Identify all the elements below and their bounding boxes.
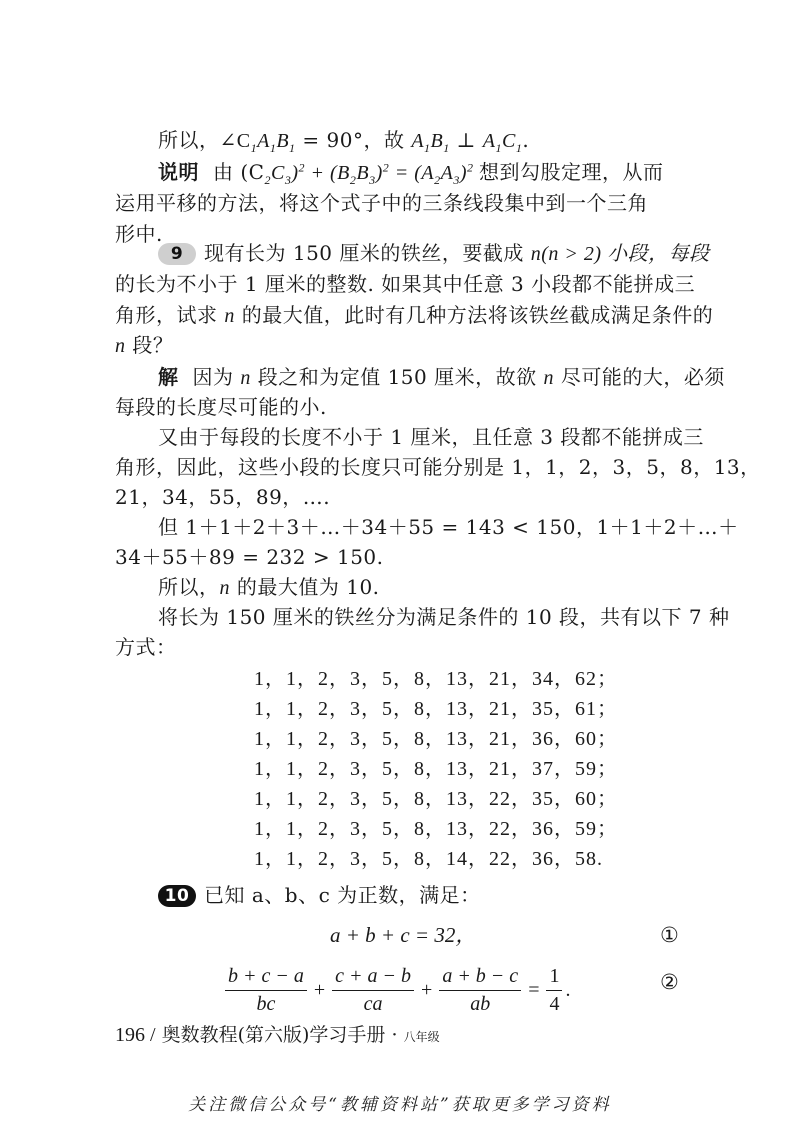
fraction-1: $\frac{b + c - a}{bc}$ — [225, 965, 307, 1016]
segment-a1c1: $A_1C_1$ — [482, 130, 523, 155]
note-label: 说明 — [158, 160, 199, 184]
watermark-text: 关注微信公众号“教辅资料站”获取更多学习资料 — [188, 1095, 612, 1115]
solution-line-6: 但 1＋1＋2＋3＋…＋34＋55 = 143 < 150，1＋1＋2＋…＋ — [158, 515, 739, 539]
sequence-4: 1，1，2，3，5，8，13，21，37，59； — [254, 758, 618, 780]
solution-line-5: 21，34，55，89，…. — [115, 485, 331, 509]
fraction-result: $\frac{1}{4}$ — [546, 965, 562, 1016]
solution-line-2: 每段的长度尽可能的小. — [115, 395, 327, 419]
page-number: 196 / — [115, 1024, 156, 1046]
solution-label: 解 — [158, 365, 179, 389]
page-footer — [115, 1022, 440, 1050]
solution-line-9: 将长为 150 厘米的铁丝分为满足条件的 10 段，共有以下 7 种 — [158, 605, 730, 629]
sequence-1: 1，1，2，3，5，8，13，21，34，62； — [254, 668, 618, 690]
sequence-5: 1，1，2，3，5，8，13，22，35，60； — [254, 788, 618, 810]
angle-equality: = 90°，故 — [302, 128, 412, 152]
note-formula: $_2C_3)^2 + (B_2B_3)^2 = (A_2A_3)^2$ — [264, 160, 474, 187]
angle-expression: $\angle C_1A_1B_1$ — [219, 130, 296, 155]
conclusion-line: 所以，$\angle C_1A_1B_1 = 90^\circ$，故 $A_1B_1$ ⊥ $A_1C_1$. — [158, 128, 530, 155]
question-9-line-2: 的长为不小于 1 厘米的整数. 如果其中任意 3 小段都不能拼成三 — [115, 272, 696, 296]
solution-line-1: 解 因为 n 段之和为定值 150 厘米，故欲 n 尽可能的大，必须 — [158, 365, 725, 389]
question-9-line-1: 9 现有长为 150 厘米的铁丝，要截成 n(n > 2) 小段，每段 — [158, 238, 695, 269]
equation-2-marker: ② — [660, 970, 679, 994]
conclusion-prefix: 所以， — [158, 128, 220, 152]
note-line-2: 运用平移的方法，将这个式子中的三条线段集中到一个三角 — [115, 191, 648, 215]
equation-1: a + b + c = 32， — [330, 923, 477, 947]
solution-line-4: 角形，因此，这些小段的长度只可能分别是 1，1，2，3，5，8，13， — [115, 455, 761, 479]
sequence-7: 1，1，2，3，5，8，14，22，36，58. — [254, 848, 603, 870]
note-line-1: 说明 由 $(C_2C_3)^2 + (B_2B_3)^2 = (A_2A_3)^2$ 想到勾股定理，从而 — [158, 160, 664, 187]
solution-line-7: 34＋55＋89 = 232 > 150. — [115, 545, 384, 569]
question-9-line-3: 角形，试求 n 的最大值，此时有几种方法将该铁丝截成满足条件的 — [115, 303, 714, 327]
sequence-6: 1，1，2，3，5，8，13，22，36，59； — [254, 818, 618, 840]
solution-line-10: 方式： — [115, 635, 177, 659]
question-9-badge: 9 — [158, 243, 196, 265]
sequence-3: 1，1，2，3，5，8，13，21，36，60； — [254, 728, 618, 750]
solution-line-8: 所以，n 的最大值为 10. — [158, 575, 380, 599]
question-10-line: 10 已知 a、b、c 为正数，满足： — [158, 880, 738, 910]
note-line-3: 形中. — [115, 222, 163, 246]
solution-line-3: 又由于每段的长度不小于 1 厘米，且任意 3 段都不能拼成三 — [158, 425, 704, 449]
equation-2: $\frac{b + c - a}{bc}$ + $\frac{c + a - b}{ca}$ + $\frac{a + b - c}{ab}$ = $\frac{1}{4}$ . — [222, 960, 570, 1020]
sequence-2: 1，1，2，3，5，8，13，21，35，61； — [254, 698, 618, 720]
segment-a1b1: $A_1B_1$ — [411, 130, 450, 155]
book-title: 奥数教程(第六版)学习手册 · — [161, 1024, 398, 1046]
question-10-badge: 10 — [158, 885, 196, 907]
perp-symbol: ⊥ — [449, 128, 483, 152]
question-9-line-4: n 段？ — [115, 333, 174, 357]
fraction-2: $\frac{c + a - b}{ca}$ — [332, 965, 414, 1016]
grade-label: 八年级 — [403, 1030, 440, 1044]
equation-1-marker: ① — [660, 923, 679, 947]
fraction-3: $\frac{a + b - c}{ab}$ — [439, 965, 521, 1016]
